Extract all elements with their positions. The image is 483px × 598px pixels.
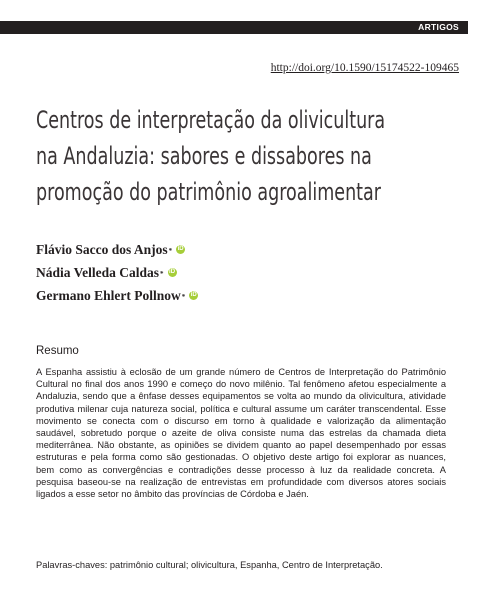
author [36,261,198,284]
author-footnote-mark: * [168,247,173,255]
author-footnote-mark: * [181,293,186,301]
keywords: Palavras-chaves: patrimônio cultural; olivicultura, Espanha, Centro de Interpretação. [36,560,383,570]
orcid-icon[interactable]: iD [190,292,197,298]
title-line: na Andaluzia: sabores e dissabores na [36,142,372,170]
author-name: Nádia Velleda Caldas [36,264,160,280]
author-name: Flávio Sacco dos Anjos [36,241,168,257]
title-line: promoção do patrimônio agroalimentar [36,178,381,206]
section-label: ARTIGOS [418,22,459,32]
author [36,284,198,307]
abstract-text: A Espanha assistiu à eclosão de um grande número de Centros de Interpretação do Patrimônio Cultural no final dos anos 1990 e começo do novo milênio. Tal fenômeno afetou especialmente a Andaluzia, sendo que a ênfase desses equipamentos se volta ao mundo da olivicultura, atividade produtiva milenar cuja natureza social, política e cultural assume um caráter transcendental. Esse movimento se conecta com o discurso em torno à qualidade e valorização da alimentação saudável, sobretudo porque o azeite de oliva consiste numa das estrelas da chamada dieta mediterrânea. Não obstante, as opiniões se dividem quanto ao papel desempenhado por essas estruturas e pela forma como são gestionadas. O objetivo deste artigo foi explorar as nuances, bem como as convergências e contradições desse processo à luz da realidade concreta. A pesquisa baseou-se na realização de entrevistas em profundidade com diversos atores sociais ligados a esse setor no âmbito das províncias de Córdoba e Jaén. [36,367,446,500]
author-name: Germano Ehlert Pollnow [36,287,181,303]
author-footnote-mark: * [160,270,164,278]
orcid-icon[interactable]: iD [177,246,184,252]
author [36,238,198,261]
section-bar [0,21,468,34]
doi-link[interactable]: http://doi.org/10.1590/15174522-109465 [270,62,459,74]
author-list [36,238,198,307]
orcid-icon[interactable]: iD [169,269,176,275]
article-title [36,102,386,210]
title-line: Centros de interpretação da olivicultura [36,106,386,134]
abstract-heading: Resumo [36,345,79,357]
